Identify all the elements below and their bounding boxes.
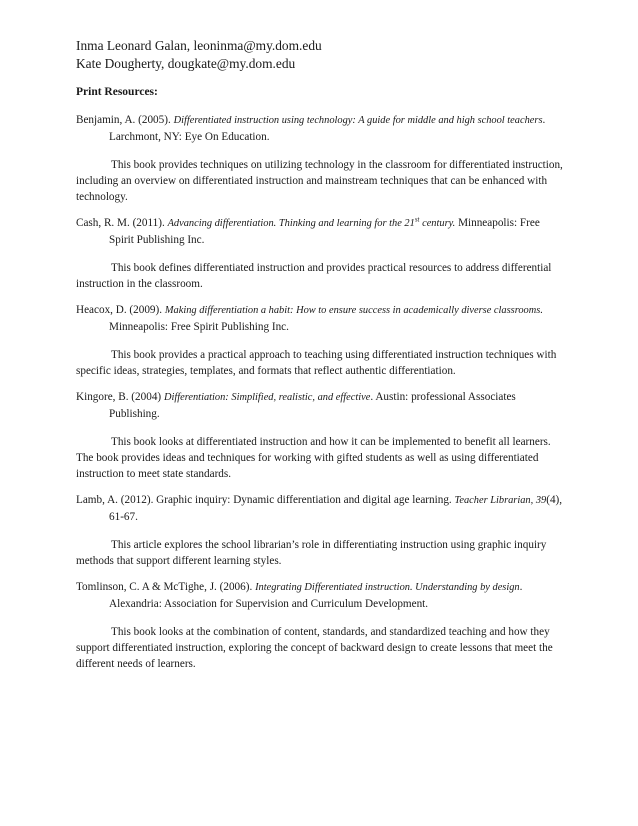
citation-title: Making differentiation a habit: How to ensure success in academically diverse classrooms [164,305,541,316]
citation [76,215,566,248]
citation-title [255,582,520,593]
citation-publisher: . Larchmont, NY: Eye On Education. [109,114,546,143]
citation-prefix: Lamb, A. (2012). Graphic inquiry: Dynamic differentiation and digital age learning. [76,494,455,506]
annotation: This article explores the school librarian’s role in differentiating instruction using graphic inquiry methods that support different learning styles. [76,539,547,567]
citation-publisher: . Austin: professional Associates Publishing. [109,391,516,420]
annotation: This book defines differentiated instruction and provides practical resources to address differential instruction in the classroom. [76,262,552,290]
citation-title [164,392,370,403]
reference-entry [76,112,566,205]
reference-entry [76,302,566,379]
citation-title [174,115,543,126]
annotation: This book looks at differentiated instruction and how it can be implemented to benefit all learners. The book provides ideas and techniques for working with gifted students as well as using differentiated instruction to meet state standards. [76,436,551,480]
citation-title: Integrating Differentiated instruction. Understanding by design [255,582,520,593]
citation-title: Differentiated instruction using technology: A guide for middle and high school teachers [173,115,543,126]
document-page [76,37,566,682]
citation [76,112,566,145]
citation-prefix: Cash, R. M. (2011). [76,217,168,229]
annotation: This book looks at the combination of content, standards, and standardized teaching and how they support differentiated instruction, exploring the concept of backward design to create lessons that meet the different needs of learners. [76,626,553,670]
citation-title-sup: st [414,215,420,224]
citation-publisher: Minneapolis: Free Spirit Publishing Inc. [109,321,289,333]
citation-title [167,215,456,229]
citation-title-tail: , 39 [530,495,547,506]
citation-title: Advancing differentiation. Thinking and learning for the 21 [167,218,415,229]
citation-publisher: . Alexandria: Association for Supervision and Curriculum Development. [109,581,523,610]
citation [76,389,566,422]
reference-entry [76,579,566,672]
citation-title [165,305,543,316]
citation-prefix: Benjamin, A. (2005). [76,114,174,126]
citation-prefix: Kingore, B. (2004) [76,391,164,403]
citation-prefix: Heacox, D. (2009). [76,304,165,316]
citation-publisher: (4), 61-67. [109,494,563,523]
annotation: This book provides techniques on utilizing technology in the classroom for differentiated instruction, including an overview on differentiated instruction and mainstream techniques that can be enhanced with technology. [76,159,563,203]
citation-title: Differentiation: Simplified, realistic, and effective [163,392,371,403]
citation [76,579,566,612]
citation-title-tail: century. [419,218,456,229]
citation-title-tail: . [540,305,543,316]
author-line-1: Inma Leonard Galan, leoninma@my.dom.edu [76,38,322,53]
citation-title: Teacher Librarian [454,495,531,506]
annotation: This book provides a practical approach to teaching using differentiated instruction techniques with specific ideas, strategies, templates, and formats that reflect authentic differentiation. [76,349,557,377]
reference-list [76,112,566,672]
citation [76,302,566,335]
citation-title [455,495,547,506]
author-line-2: Kate Dougherty, dougkate@my.dom.edu [76,55,296,71]
citation [76,492,566,525]
citation-prefix: Tomlinson, C. A & McTighe, J. (2006). [76,581,256,593]
section-title: Print Resources: [76,86,158,98]
citation-publisher: Minneapolis: Free Spirit Publishing Inc. [109,217,540,246]
reference-entry [76,389,566,482]
reference-entry [76,492,566,569]
reference-entry [76,215,566,292]
